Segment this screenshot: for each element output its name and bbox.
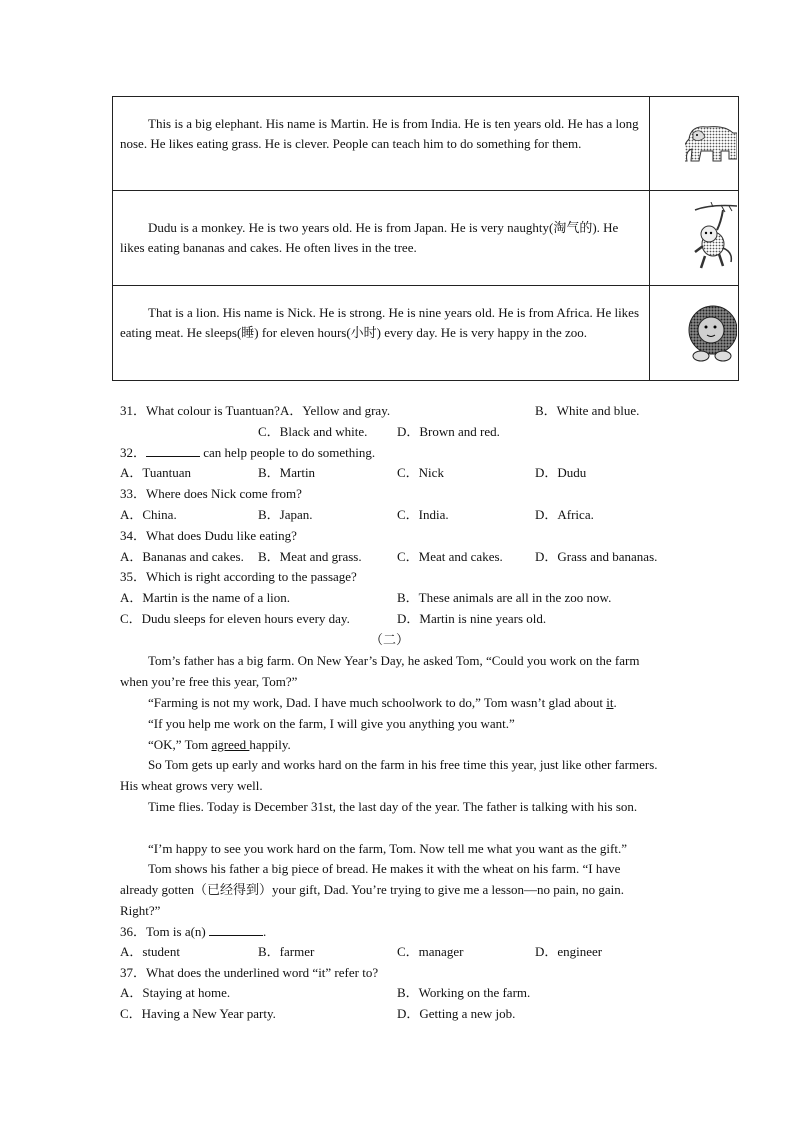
question-33: 33．Where does Nick come from? xyxy=(120,486,302,501)
option-d[interactable]: D．Dudu xyxy=(535,465,587,480)
option-b[interactable]: B．White and blue. xyxy=(535,403,640,418)
question-number: 32． xyxy=(120,445,147,460)
passage-paragraph xyxy=(120,734,660,755)
option-a[interactable]: A．student xyxy=(120,944,180,959)
table-cell-text xyxy=(113,286,650,380)
passage-paragraph: Tom shows his father a big piece of bread. He makes it with the wheat on his farm. “I have already gotten（已经得到）your gift, Dad. You’re trying to give me a lesson—no pain, no gain. Right?” xyxy=(120,861,625,918)
option-a[interactable]: A．Yellow and gray. xyxy=(279,403,391,418)
passage-paragraph: “I’m happy to see you work hard on the farm, Tom. Now tell me what you want as the gift.” xyxy=(148,841,628,856)
question-31 xyxy=(120,401,390,421)
question-35: 35．Which is right according to the passage? xyxy=(120,569,357,584)
option-c[interactable]: C．India. xyxy=(397,507,449,522)
elephant-description: This is a big elephant. His name is Martin. He is from India. He is ten years old. He has a long nose. He likes eating grass. He is clever. People can teach him to do something for them. xyxy=(120,116,639,151)
question-stem: can help people to do something. xyxy=(200,445,376,460)
option-c[interactable]: C．Having a New Year party. xyxy=(120,1006,276,1021)
underlined-word: agreed xyxy=(211,737,250,752)
option-d[interactable]: D．engineer xyxy=(535,944,603,959)
table-cell-text xyxy=(113,191,650,285)
question-stem: 31．What colour is Tuantuan? xyxy=(120,403,280,418)
text: . xyxy=(263,924,267,939)
lion-description: That is a lion. His name is Nick. He is strong. He is nine years old. He is from Africa. He likes eating meat. He sleeps(睡) for eleven hours(小时) every day. He is very happy in the zoo. xyxy=(120,305,640,340)
question-stem: 36．Tom is a(n) xyxy=(120,924,209,939)
answer-blank xyxy=(209,922,263,936)
option-d[interactable]: D．Brown and red. xyxy=(397,424,500,439)
option-a[interactable]: A．China. xyxy=(120,507,177,522)
text: happily. xyxy=(249,737,291,752)
option-a[interactable]: A．Bananas and cakes. xyxy=(120,549,244,564)
question-34: 34．What does Dudu like eating? xyxy=(120,528,297,543)
option-c[interactable]: C．Meat and cakes. xyxy=(397,549,503,564)
section-title: （二） xyxy=(370,632,410,647)
table-row xyxy=(113,286,738,380)
lion-illustration xyxy=(650,286,737,380)
passage-paragraph: “If you help me work on the farm, I will give you anything you want.” xyxy=(148,716,515,731)
text: . xyxy=(613,695,617,710)
table-row xyxy=(113,191,738,286)
question-36 xyxy=(120,922,266,942)
underlined-word: it xyxy=(606,695,614,710)
option-b[interactable]: B．These animals are all in the zoo now. xyxy=(397,590,612,605)
passage-paragraph: Time flies. Today is December 31st, the last day of the year. The father is talking with his son. xyxy=(148,799,638,814)
option-a[interactable]: A．Martin is the name of a lion. xyxy=(120,590,291,605)
table-cell-text xyxy=(113,97,650,190)
passage-paragraph: So Tom gets up early and works hard on the farm in his free time this year, just like other farmers. His wheat grows very well. xyxy=(120,757,658,793)
monkey-illustration xyxy=(650,191,737,285)
passage-paragraph: Tom’s father has a big farm. On New Year’s Day, he asked Tom, “Could you work on the farm when you’re free this year, Tom?” xyxy=(120,653,640,689)
option-a[interactable]: A．Tuantuan xyxy=(120,465,192,480)
option-b[interactable]: B．Working on the farm. xyxy=(397,985,531,1000)
question-37: 37．What does the underlined word “it” refer to? xyxy=(120,965,379,980)
option-c[interactable]: C．Dudu sleeps for eleven hours every day. xyxy=(120,611,350,626)
option-d[interactable]: D．Getting a new job. xyxy=(397,1006,516,1021)
elephant-illustration xyxy=(650,97,737,190)
answer-blank xyxy=(146,443,200,457)
passage-paragraph xyxy=(120,692,660,713)
option-c[interactable]: C．Nick xyxy=(397,465,444,480)
monkey-description: Dudu is a monkey. He is two years old. He is from Japan. He is very naughty(淘气的). He likes eating bananas and cakes. He often lives in the tree. xyxy=(120,220,619,255)
option-d[interactable]: D．Grass and bananas. xyxy=(535,549,658,564)
option-d[interactable]: D．Africa. xyxy=(535,507,594,522)
text: “Farming is not my work, Dad. I have much schoolwork to do,” Tom wasn’t glad about xyxy=(148,695,607,710)
table-row xyxy=(113,97,738,191)
option-c[interactable]: C．manager xyxy=(397,944,464,959)
option-b[interactable]: B．Japan. xyxy=(258,507,313,522)
option-d[interactable]: D．Martin is nine years old. xyxy=(397,611,547,626)
option-a[interactable]: A．Staying at home. xyxy=(120,985,231,1000)
option-b[interactable]: B．Martin xyxy=(258,465,316,480)
text: “OK,” Tom xyxy=(148,737,212,752)
question-32 xyxy=(120,443,375,463)
option-c[interactable]: C．Black and white. xyxy=(258,424,368,439)
animal-table xyxy=(112,96,739,381)
option-b[interactable]: B．farmer xyxy=(258,944,315,959)
option-b[interactable]: B．Meat and grass. xyxy=(258,549,362,564)
